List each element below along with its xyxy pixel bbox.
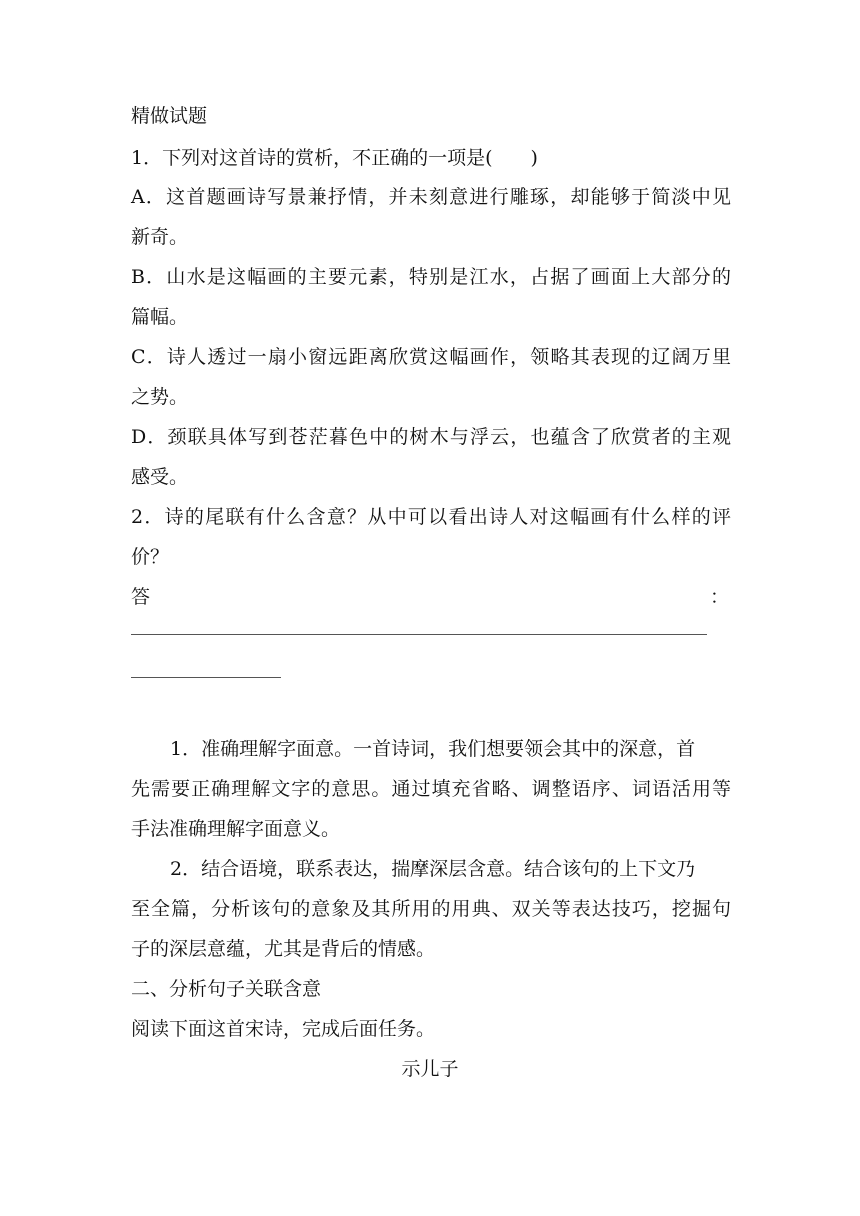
option-d-line-2: 感受。 xyxy=(131,466,189,488)
option-c-line-1: C．诗人透过一扇小窗远距离欣赏这幅画作，领略其表现的辽阔万里 xyxy=(131,346,731,368)
part-2-heading: 二、分析句子关联含意 xyxy=(131,978,322,1000)
question-2-line-2: 价？ xyxy=(131,546,170,568)
option-a-line-2: 新奇。 xyxy=(131,226,189,248)
option-b-line-1: B．山水是这幅画的主要元素，特别是江水，占据了画面上大部分的 xyxy=(131,266,731,288)
section-title: 精做试题 xyxy=(131,105,208,127)
question-1-stem: 1．下列对这首诗的赏析，不正确的一项是( ) xyxy=(131,147,538,169)
part-2-instruction: 阅读下面这首宋诗，完成后面任务。 xyxy=(131,1018,436,1040)
option-a-line-1: A．这首题画诗写景兼抒情，并未刻意进行雕琢，却能够于简淡中见 xyxy=(131,186,731,208)
answer-blank-line-2 xyxy=(131,677,281,678)
tip-2-line-2: 至全篇，分析该句的意象及其所用的用典、双关等表达技巧，挖掘句 xyxy=(131,898,731,920)
tip-1-line-1: 1．准确理解字面意。一首诗词，我们想要领会其中的深意，首 xyxy=(170,738,696,760)
answer-colon: ： xyxy=(710,586,730,608)
answer-label: 答 xyxy=(131,586,151,608)
question-2-line-1: 2．诗的尾联有什么含意？从中可以看出诗人对这幅画有什么样的评 xyxy=(131,506,731,528)
option-b-line-2: 篇幅。 xyxy=(131,306,189,328)
option-c-line-2: 之势。 xyxy=(131,386,189,408)
tip-2-line-3: 子的深层意蕴，尤其是背后的情感。 xyxy=(131,938,436,960)
answer-blank-line-1 xyxy=(131,634,707,635)
tip-2-line-1: 2．结合语境，联系表达，揣摩深层含意。结合该句的上下文乃 xyxy=(170,858,696,880)
tip-1-line-3: 手法准确理解字面意义。 xyxy=(131,818,341,840)
tip-1-line-2: 先需要正确理解文字的意思。通过填充省略、调整语序、词语活用等 xyxy=(131,778,731,800)
poem-title: 示儿子 xyxy=(401,1058,459,1080)
option-d-line-1: D．颈联具体写到苍茫暮色中的树木与浮云，也蕴含了欣赏者的主观 xyxy=(131,426,731,448)
